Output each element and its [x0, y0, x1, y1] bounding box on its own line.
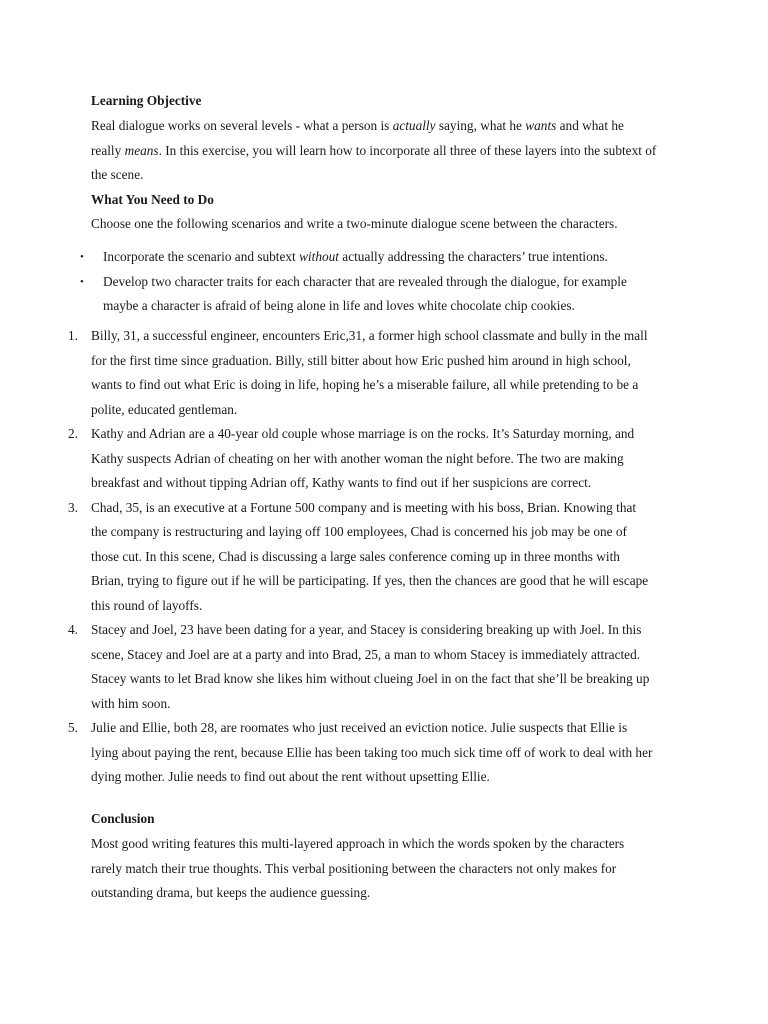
list-item: • Incorporate the scenario and subtext without actually addressing the characters’ true intentions.	[0, 245, 768, 270]
list-number: 5.	[68, 720, 78, 735]
scenario-item: 3. Chad, 35, is an executive at a Fortune 500 company and is meeting with his boss, Brian. Knowing that the company is restructuring and laying off 100 employees, Chad is concerned his job may be one of those cut. In this scene, Chad is discussing a large sales conference coming up in three months with Brian, trying to figure out if he will be participating. If yes, then the chances are good that he will escape this round of layoffs.	[0, 496, 768, 619]
requirements-list	[0, 245, 768, 319]
paragraph-line: Real dialogue works on several levels - what a person is actually saying, what he wants and what he	[91, 118, 624, 133]
bullet-icon: •	[80, 275, 84, 288]
emphasis-text: actually	[392, 118, 436, 133]
paragraph-line: really means. In this exercise, you will learn how to incorporate all three of these layers into the subtext of	[91, 142, 657, 158]
paragraph-line: the scene.	[91, 167, 144, 182]
what-you-need-heading: What You Need to Do	[91, 192, 214, 207]
learning-objective-paragraph	[91, 114, 691, 188]
what-you-need-intro: Choose one the following scenarios and write a two-minute dialogue scene between the characters.	[91, 216, 618, 231]
list-number: 4.	[68, 622, 78, 637]
scenario-item: 4. Stacey and Joel, 23 have been dating for a year, and Stacey is considering breaking up with Joel. In this scene, Stacey and Joel are at a party and into Brad, 25, a man to whom Stacey is immediately attracted. Stacey wants to let Brad know she likes him without clueing Joel in on the fact that she’ll be breaking up with him soon.	[0, 618, 768, 716]
list-number: 2.	[68, 426, 78, 441]
scenario-item: 5. Julie and Ellie, both 28, are roomates who just received an eviction notice. Julie suspects that Ellie is lying about paying the rent, because Ellie has been taking too much sick time off of work to deal with her dying mother. Julie needs to find out about the rent without upsetting Ellie.	[0, 716, 768, 790]
emphasis-text: means	[124, 142, 159, 158]
emphasis-text: without	[299, 249, 339, 264]
conclusion-heading: Conclusion	[91, 811, 155, 826]
scenario-item: 2. Kathy and Adrian are a 40-year old couple whose marriage is on the rocks. It’s Saturday morning, and Kathy suspects Adrian of cheating on her with another woman the night before. The two are making breakfast and without tipping Adrian off, Kathy wants to find out if her suspicions are correct.	[0, 422, 768, 496]
bullet-icon: •	[80, 251, 84, 263]
list-number: 1.	[68, 328, 78, 343]
scenario-list	[0, 324, 768, 790]
emphasis-text: wants	[525, 118, 557, 133]
list-item: • Develop two character traits for each character that are revealed through the dialogue, for example maybe a character is afraid of being alone in life and loves white chocolate chip cookies.	[0, 270, 768, 319]
conclusion-paragraph: Most good writing features this multi-layered approach in which the words spoken by the characters rarely match their true thoughts. This verbal positioning between the characters not only makes for outstanding drama, but keeps the audience guessing.	[91, 836, 625, 900]
scenario-item: 1. Billy, 31, a successful engineer, encounters Eric,31, a former high school classmate and bully in the mall for the first time since graduation. Billy, still bitter about how Eric pushed him around in high school, wants to find out what Eric is doing in life, hoping he’s a miserable failure, all while pretending to be a polite, educated gentleman.	[0, 324, 768, 422]
list-number: 3.	[68, 499, 78, 515]
learning-objective-heading: Learning Objective	[91, 93, 202, 108]
